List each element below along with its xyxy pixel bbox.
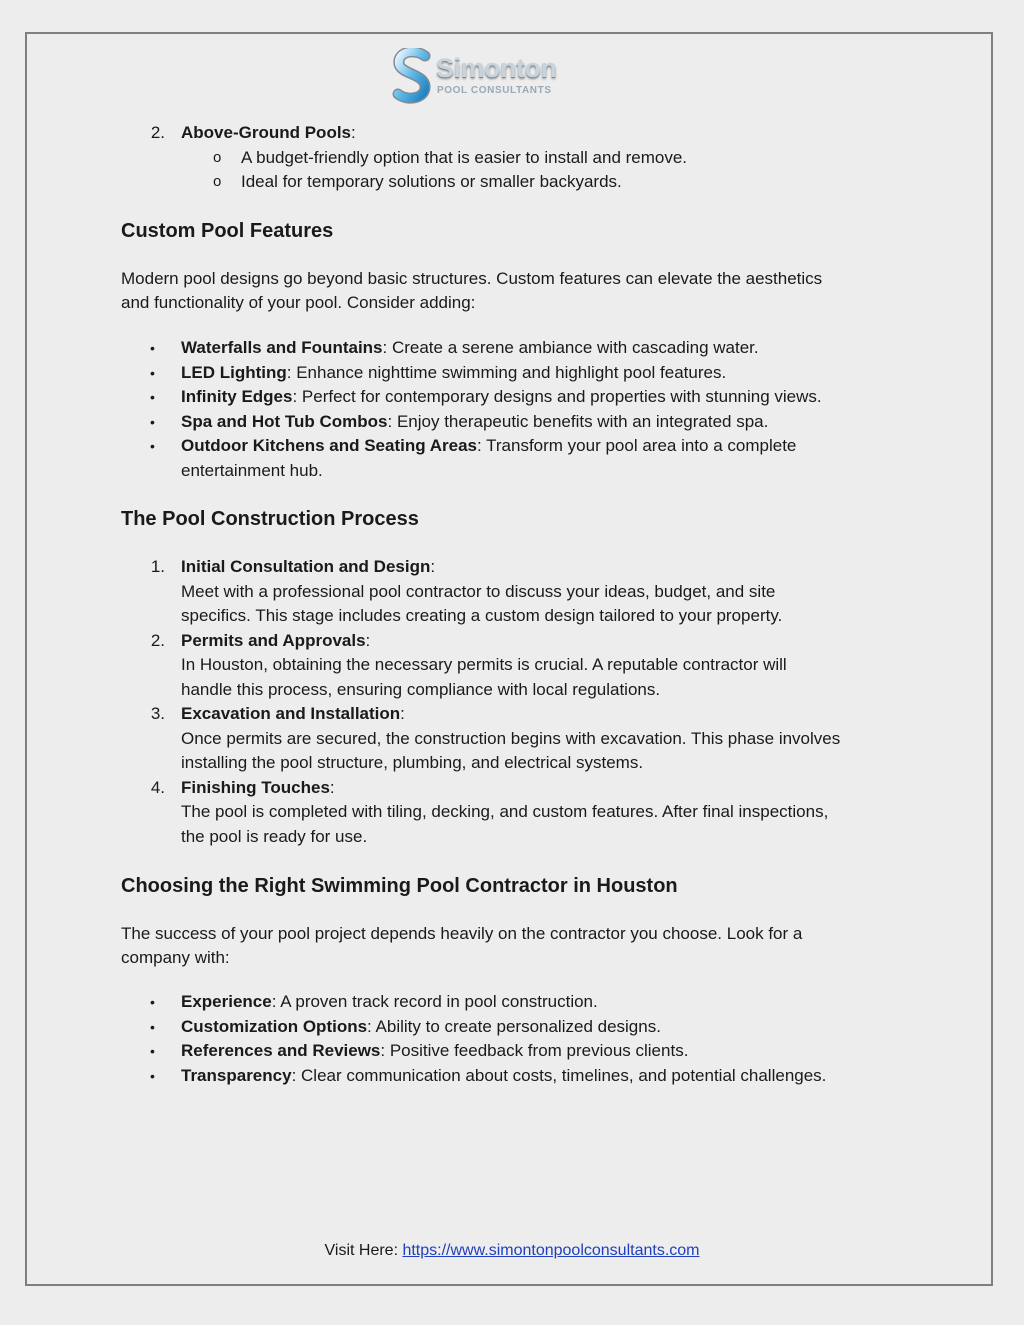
list-number: 4. [150, 778, 165, 797]
bullet-icon: • [150, 365, 155, 381]
company-logo [392, 48, 567, 106]
step-text: the pool is ready for use. [181, 827, 368, 846]
step-text: In Houston, obtaining the necessary permits is crucial. A reputable contractor will [181, 655, 787, 674]
circle-bullet: o [213, 149, 222, 166]
section-heading: Custom Pool Features [121, 220, 334, 242]
list-number: 3. [150, 704, 165, 723]
list-item: Transparency: Clear communication about costs, timelines, and potential challenges. [181, 1066, 827, 1085]
list-number: 2. [150, 123, 165, 142]
list-number: 1. [150, 557, 165, 576]
step-text: handle this process, ensuring compliance with local regulations. [181, 680, 661, 699]
sub-list-item: Ideal for temporary solutions or smaller backyards. [241, 172, 622, 191]
list-item: Experience: A proven track record in pool construction. [181, 992, 598, 1011]
bullet-icon: • [150, 1019, 155, 1035]
list-item-continuation: entertainment hub. [181, 461, 323, 480]
step-title: Finishing Touches: [181, 778, 335, 797]
step-title: Excavation and Installation: [181, 704, 405, 723]
bullet-icon: • [150, 1043, 155, 1059]
bullet-icon: • [150, 389, 155, 405]
circle-bullet: o [213, 173, 222, 190]
paragraph-line: company with: [121, 948, 230, 967]
section-heading: The Pool Construction Process [121, 508, 419, 530]
list-item-title: Above-Ground Pools: [181, 123, 356, 142]
list-item: Customization Options: Ability to create personalized designs. [181, 1017, 661, 1036]
paragraph-line: The success of your pool project depends heavily on the contractor you choose. Look for a [121, 924, 803, 943]
list-item: Waterfalls and Fountains: Create a serene ambiance with cascading water. [181, 338, 759, 357]
bullet-icon: • [150, 414, 155, 430]
footer [0, 1242, 1024, 1260]
list-number: 2. [150, 631, 165, 650]
logo-subtitle: POOL CONSULTANTS [437, 85, 552, 96]
logo-name: Simonton [436, 53, 557, 83]
step-text: installing the pool structure, plumbing, and electrical systems. [181, 753, 644, 772]
bullet-icon: • [150, 438, 155, 454]
step-text: Meet with a professional pool contractor to discuss your ideas, budget, and site [181, 582, 776, 601]
step-title: Initial Consultation and Design: [181, 557, 436, 576]
step-text: The pool is completed with tiling, decking, and custom features. After final inspections, [181, 802, 829, 821]
footer-label: Visit Here: [324, 1242, 403, 1259]
section-heading: Choosing the Right Swimming Pool Contractor in Houston [121, 875, 678, 897]
list-item: Outdoor Kitchens and Seating Areas: Transform your pool area into a complete [181, 436, 797, 455]
bullet-icon: • [150, 340, 155, 356]
paragraph-line: Modern pool designs go beyond basic structures. Custom features can elevate the aesthetics [121, 269, 823, 288]
logo-s-icon [392, 48, 436, 106]
bullet-icon: • [150, 994, 155, 1010]
sub-list-item: A budget-friendly option that is easier to install and remove. [241, 148, 688, 167]
bullet-icon: • [150, 1068, 155, 1084]
step-title: Permits and Approvals: [181, 631, 371, 650]
step-text: specifics. This stage includes creating a custom design tailored to your property. [181, 606, 783, 625]
list-item: References and Reviews: Positive feedback from previous clients. [181, 1041, 689, 1060]
list-item: Infinity Edges: Perfect for contemporary designs and properties with stunning views. [181, 387, 822, 406]
website-link[interactable]: https://www.simontonpoolconsultants.com [402, 1242, 700, 1259]
list-item: LED Lighting: Enhance nighttime swimming and highlight pool features. [181, 363, 727, 382]
step-text: Once permits are secured, the construction begins with excavation. This phase involves [181, 729, 841, 748]
list-item: Spa and Hot Tub Combos: Enjoy therapeutic benefits with an integrated spa. [181, 412, 769, 431]
paragraph-line: and functionality of your pool. Consider adding: [121, 293, 476, 312]
